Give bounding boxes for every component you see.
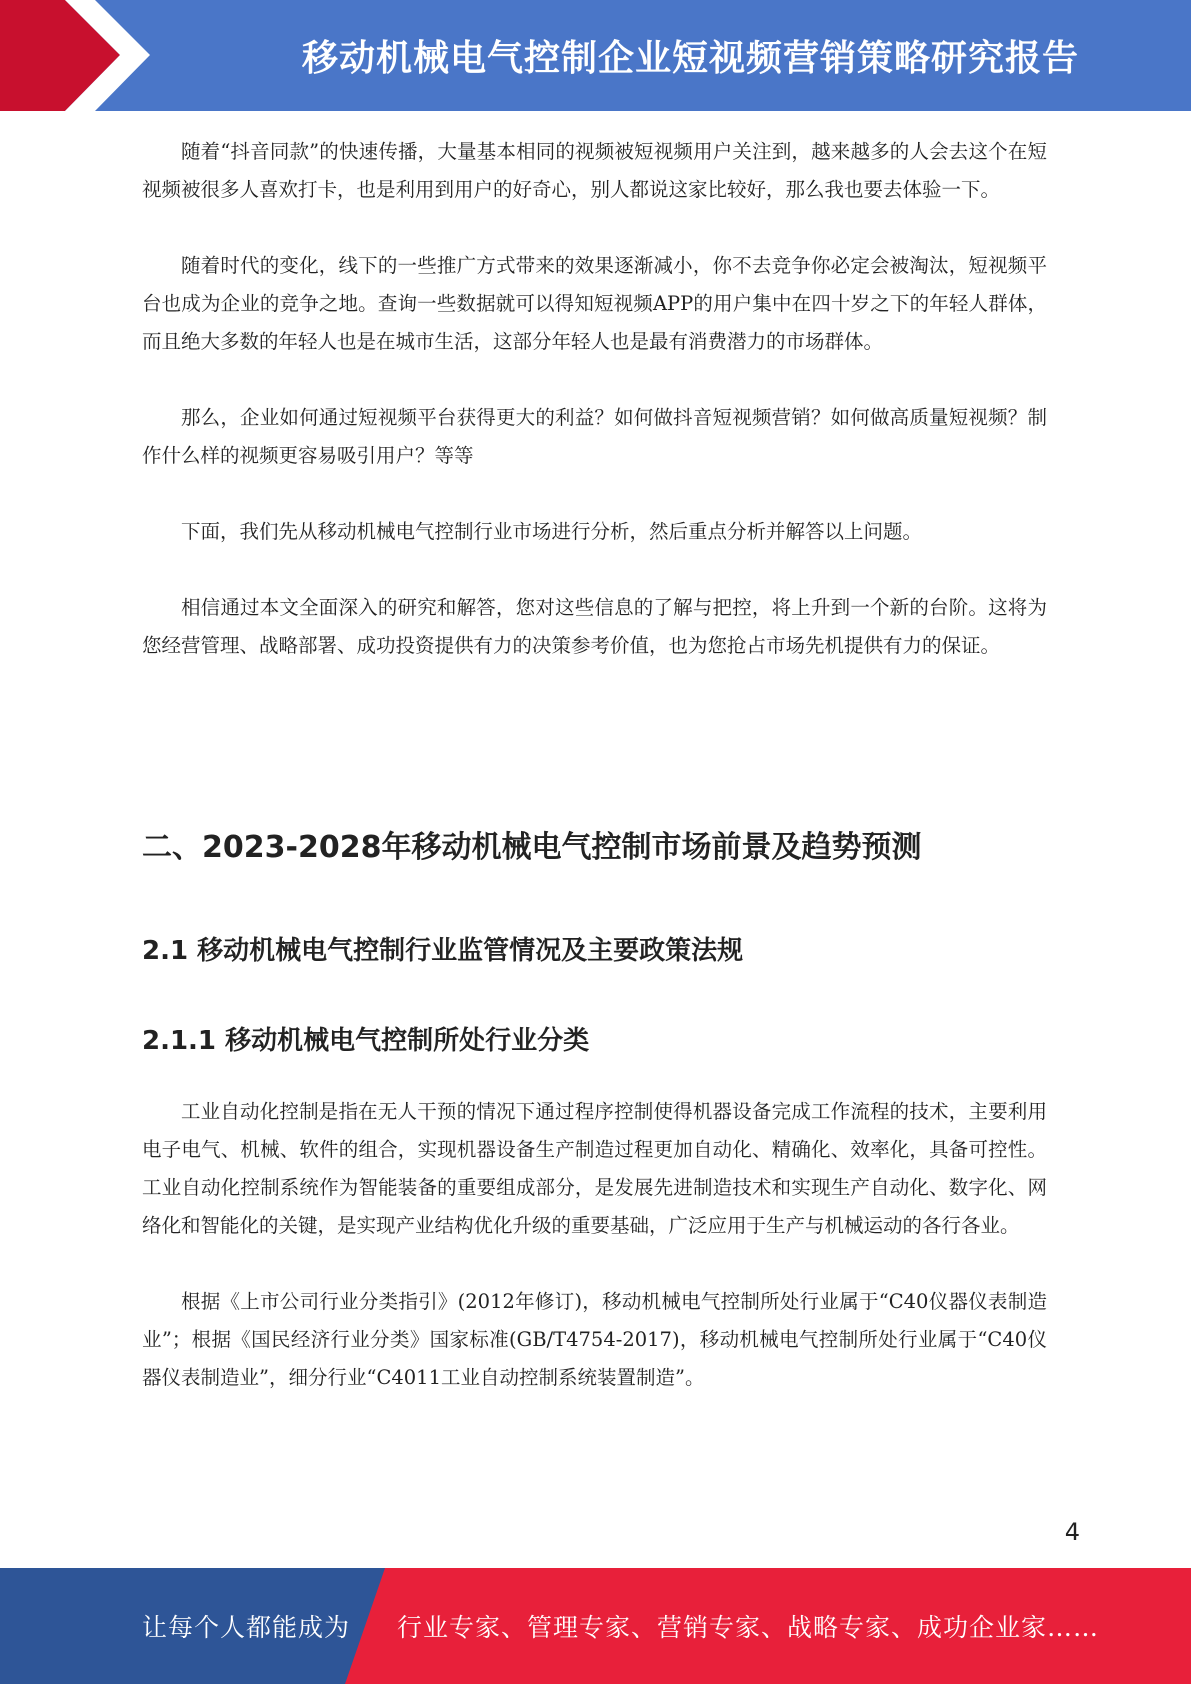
- intro-paragraph-4: 下面，我们先从移动机械电气控制行业市场进行分析，然后重点分析并解答以上问题。: [181, 520, 923, 543]
- section-heading: 二、2023-2028年移动机械电气控制市场前景及趋势预测: [142, 830, 922, 865]
- subsubsection-heading: 2.1.1 移动机械电气控制所处行业分类: [142, 1026, 590, 1056]
- page-header: [0, 0, 1191, 111]
- classification-content: [142, 1093, 1047, 1435]
- subsection-heading: 2.1 移动机械电气控制行业监管情况及主要政策法规: [142, 936, 744, 966]
- intro-paragraph-2: 随着时代的变化，线下的一些推广方式带来的效果逐渐减小，你不去竞争你必定会被淘汰，短视频平台也成为企业的竞争之地。查询一些数据就可以得知短视频APP的用户集中在四十岁之下的年轻人群体，而且绝大多数的年轻人也是在城市生活，这部分年轻人也是最有消费潜力的市场群体。: [142, 254, 1047, 353]
- page-footer: [0, 1568, 1191, 1684]
- footer-slogan-left: 让每个人都能成为: [142, 1613, 351, 1642]
- intro-paragraph-3: 那么，企业如何通过短视频平台获得更大的利益？如何做抖音短视频营销？如何做高质量短视频？制作什么样的视频更容易吸引用户？等等: [142, 406, 1047, 467]
- footer-slogan-right: 行业专家、管理专家、营销专家、战略专家、成功企业家……: [397, 1613, 1100, 1642]
- intro-paragraph-1: 随着“抖音同款”的快速传播，大量基本相同的视频被短视频用户关注到，越来越多的人会去这个在短视频被很多人喜欢打卡，也是利用到用户的好奇心，别人都说这家比较好，那么我也要去体验一下。: [142, 140, 1047, 201]
- classification-paragraph-1: 工业自动化控制是指在无人干预的情况下通过程序控制使得机器设备完成工作流程的技术，主要利用电子电气、机械、软件的组合，实现机器设备生产制造过程更加自动化、精确化、效率化，具备可控性。工业自动化控制系统作为智能装备的重要组成部分，是发展先进制造技术和实现生产自动化、数字化、网络化和智能化的关键，是实现产业结构优化升级的重要基础，广泛应用于生产与机械运动的各行各业。: [142, 1100, 1047, 1237]
- classification-paragraph-2: 根据《上市公司行业分类指引》(2012年修订)，移动机械电气控制所处行业属于“C40仪器仪表制造业”；根据《国民经济行业分类》国家标准(GB/T4754-2017)，移动机械电气控制所处行业属于“C40仪器仪表制造业”，细分行业“C4011工业自动控制系统装置制造”。: [142, 1290, 1047, 1389]
- page-number: 4: [1064, 1518, 1080, 1546]
- intro-paragraph-5: 相信通过本文全面深入的研究和解答，您对这些信息的了解与把控，将上升到一个新的台阶。这将为您经营管理、战略部署、成功投资提供有力的决策参考价值，也为您抢占市场先机提供有力的保证。: [142, 596, 1047, 657]
- page-content: [142, 133, 1047, 703]
- document-title: 移动机械电气控制企业短视频营销策略研究报告: [301, 38, 1079, 79]
